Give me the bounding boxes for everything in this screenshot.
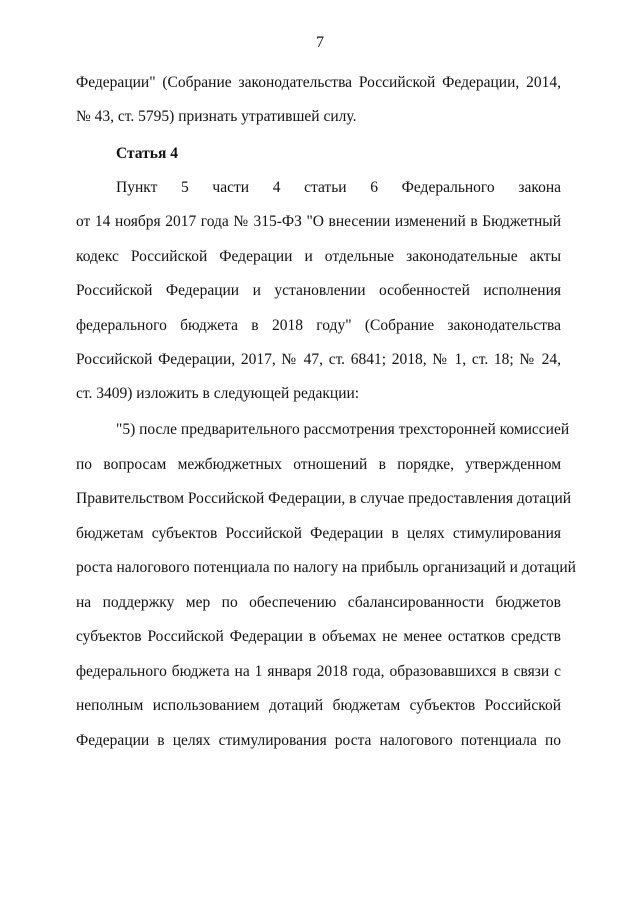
text-line: Российской Федерации и установлении особенностей исполнения <box>76 282 561 299</box>
text-line: роста налогового потенциала по налогу на прибыль организаций и дотаций <box>76 559 576 576</box>
text-line: "5) после предварительного рассмотрения трехсторонней комиссией <box>116 421 570 438</box>
text-line: от 14 ноября 2017 года № 315-ФЗ "О внесении изменений в Бюджетный <box>76 213 561 230</box>
text-line: Правительством Российской Федерации, в случае предоставления дотаций <box>76 490 572 507</box>
text-line: бюджетам субъектов Российской Федерации в целях стимулирования <box>76 525 561 542</box>
text-line: кодекс Российской Федерации и отдельные законодательные акты <box>76 248 561 265</box>
text-line: по вопросам межбюджетных отношений в порядке, утвержденном <box>76 456 561 473</box>
text-line: ст. 3409) изложить в следующей редакции: <box>76 385 360 402</box>
text-line: на поддержку мер по обеспечению сбалансированности бюджетов <box>76 594 561 611</box>
text-line: Российской Федерации, 2017, № 47, ст. 6841; 2018, № 1, ст. 18; № 24, <box>76 351 561 368</box>
text-line: федерального бюджета в 2018 году" (Собрание законодательства <box>76 317 561 334</box>
page-number: 7 <box>316 34 324 51</box>
text-line: федерального бюджета на 1 января 2018 года, образовавшихся в связи с <box>76 663 561 680</box>
text-line: Пункт 5 части 4 статьи 6 Федерального закона <box>116 179 561 196</box>
text-line: № 43, ст. 5795) признать утратившей силу. <box>76 108 357 125</box>
text-line: субъектов Российской Федерации в объемах не менее остатков средств <box>76 628 561 645</box>
text-line: Федерации в целях стимулирования роста налогового потенциала по <box>76 732 561 749</box>
text-line: Федерации" (Собрание законодательства Российской Федерации, 2014, <box>76 74 561 91</box>
text-line: неполным использованием дотаций бюджетам субъектов Российской <box>76 697 561 714</box>
article-heading: Статья 4 <box>116 145 178 162</box>
